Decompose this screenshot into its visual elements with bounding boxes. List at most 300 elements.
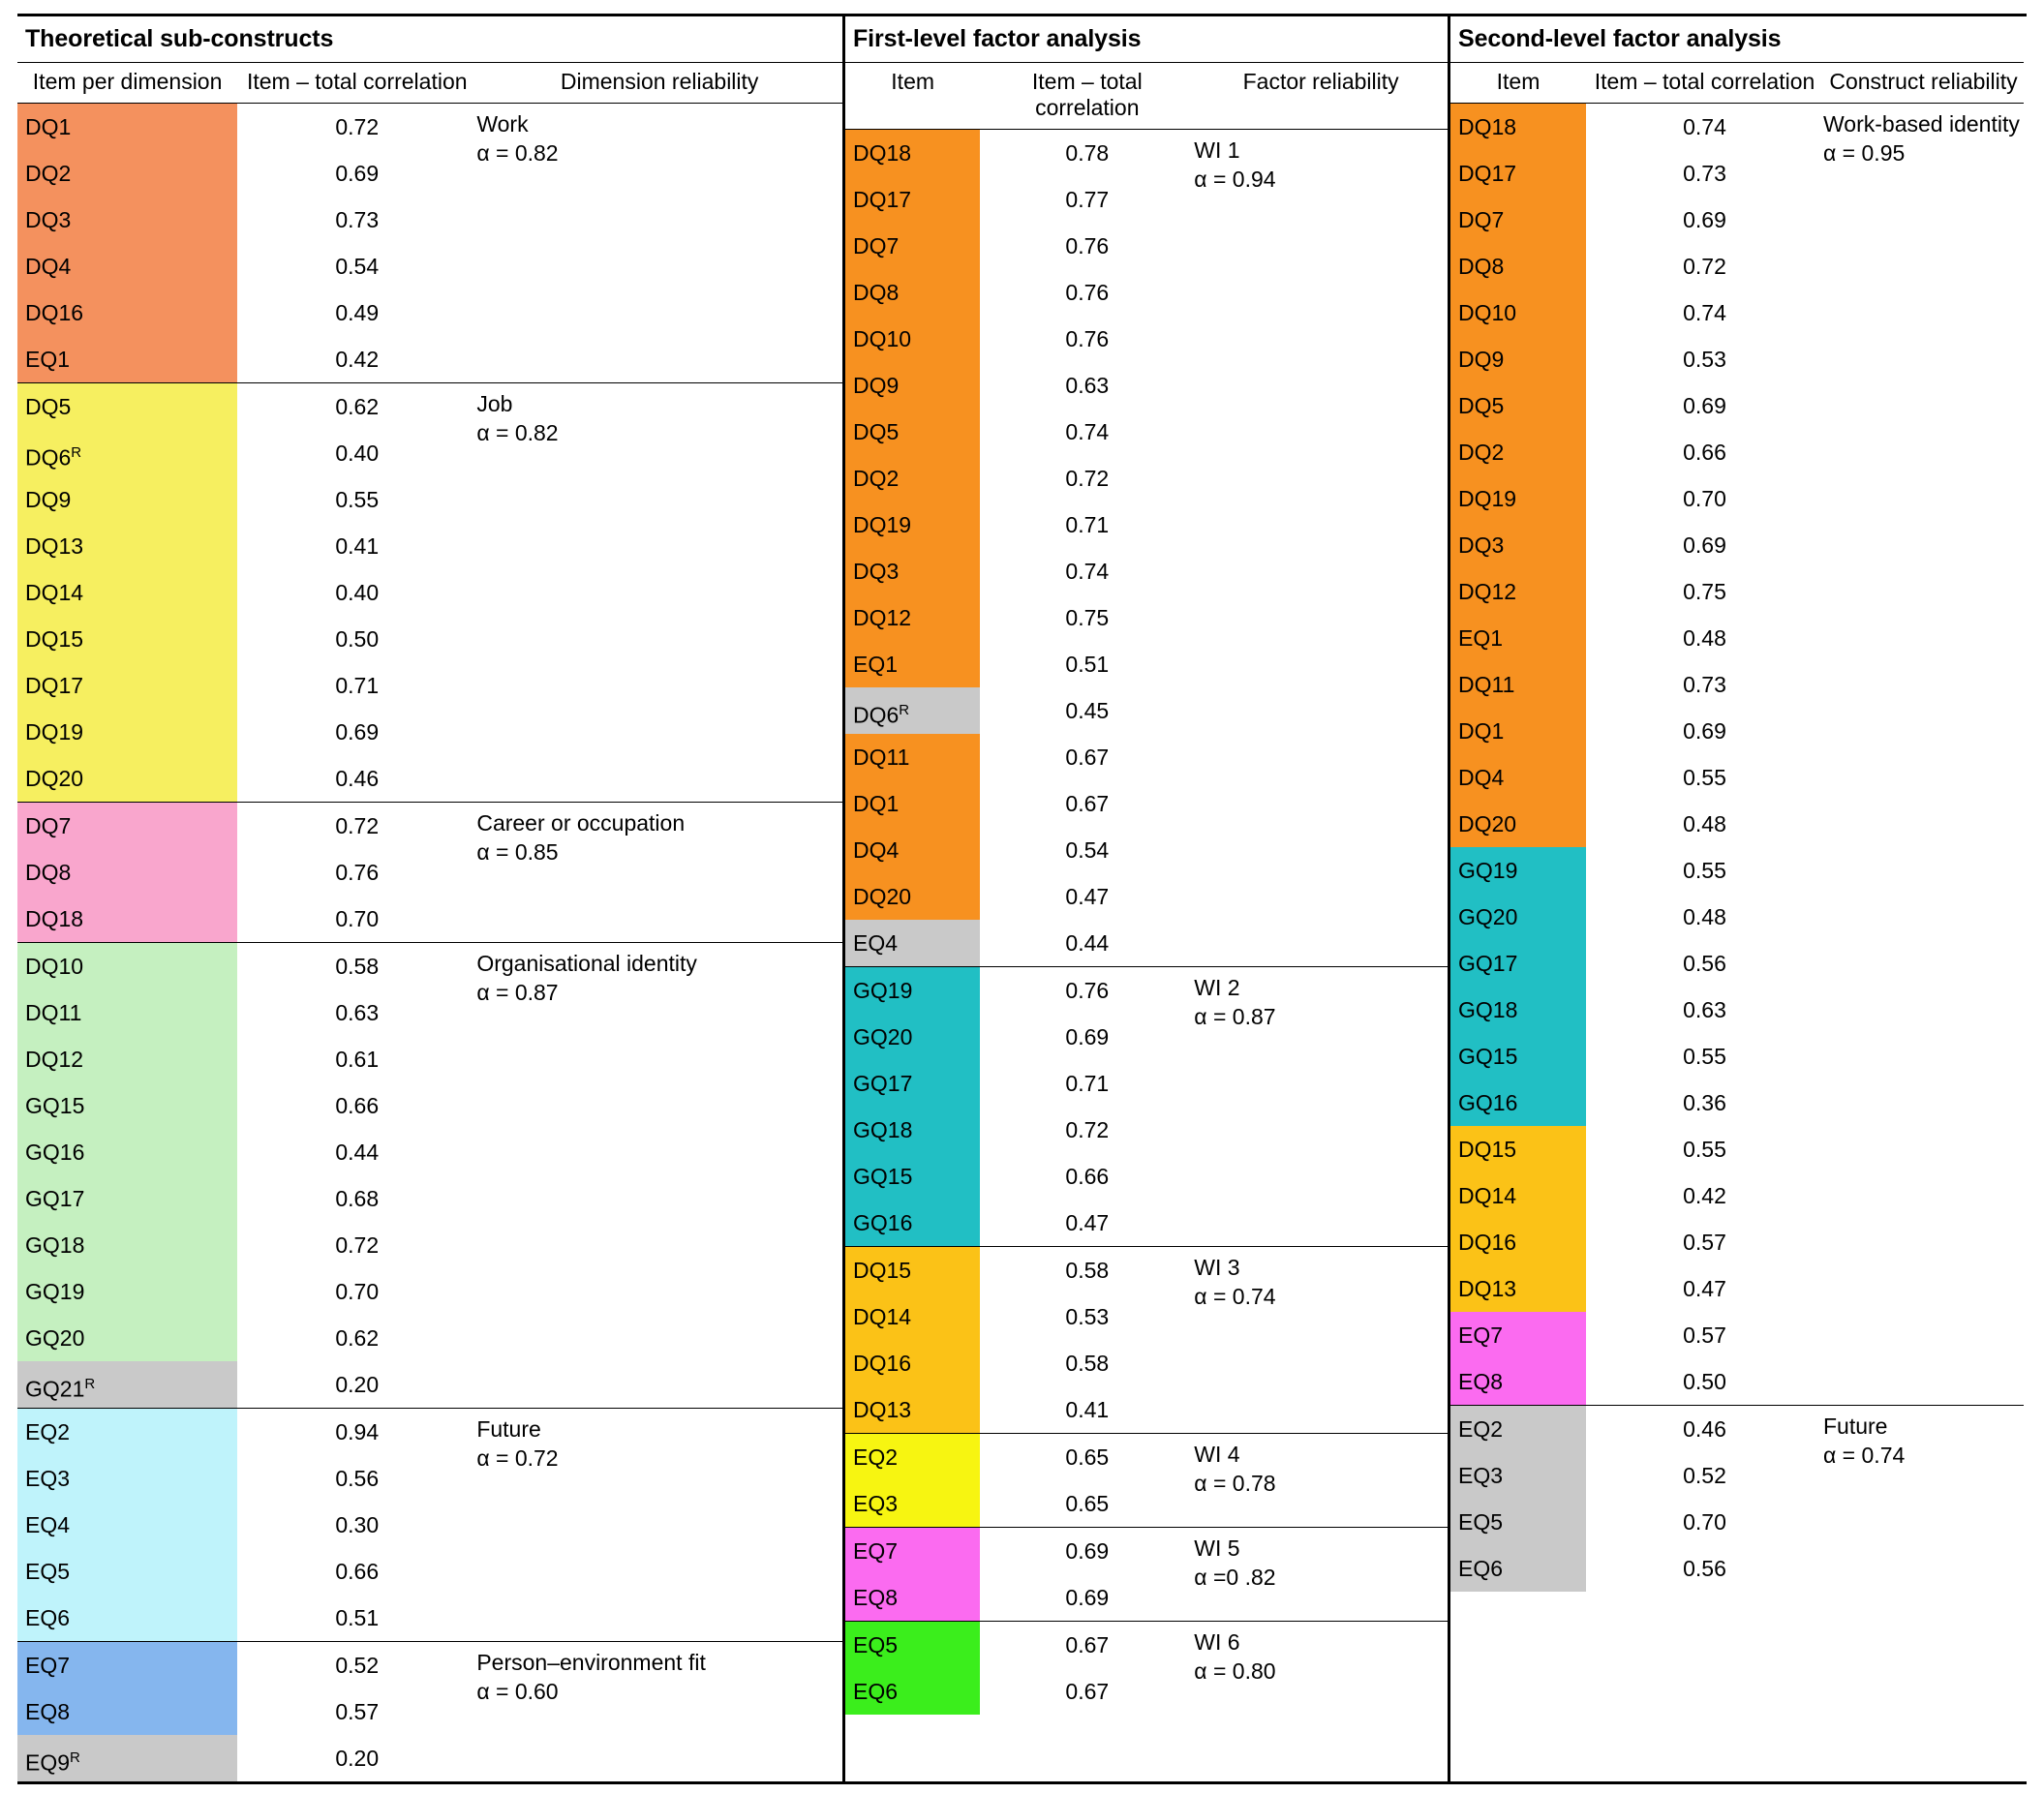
correlation-cell: 0.52 — [335, 1653, 380, 1679]
correlation-cell: 0.55 — [335, 487, 380, 513]
item-cell: GQ17 — [17, 1175, 237, 1222]
panel-rows — [17, 104, 842, 1781]
correlation-cell: 0.55 — [1683, 765, 1726, 791]
item-cell: DQ3 — [1450, 522, 1586, 568]
row-group — [17, 1642, 842, 1781]
correlation-cell: 0.58 — [1065, 1351, 1110, 1377]
correlation-cell: 0.76 — [1065, 280, 1110, 306]
correlation-cell: 0.73 — [1683, 672, 1726, 698]
reliability-line: α = 0.94 — [1194, 166, 1276, 192]
group-items-column — [1450, 104, 1586, 1405]
correlation-cell: 0.76 — [1065, 233, 1110, 259]
reliability-line: α =0 .82 — [1194, 1564, 1276, 1590]
group-reliability — [1194, 1528, 1448, 1621]
group-reliability — [1194, 967, 1448, 1246]
group-items-column — [1450, 1406, 1586, 1592]
correlation-cell: 0.76 — [1065, 326, 1110, 352]
item-cell: EQ5 — [17, 1548, 237, 1595]
correlation-cell: 0.67 — [1065, 1679, 1110, 1705]
reliability-line: Person–environment fit — [476, 1650, 706, 1676]
column-headers — [1450, 63, 2024, 104]
item-cell: DQ16 — [845, 1340, 980, 1386]
group-values-column — [980, 1247, 1194, 1433]
item-cell: DQ2 — [845, 455, 980, 502]
reliability-line: α = 0.74 — [1823, 1442, 1906, 1468]
item-cell: EQ6 — [1450, 1545, 1586, 1592]
item-cell: DQ19 — [17, 709, 237, 755]
item-cell: DQ14 — [1450, 1172, 1586, 1219]
item-cell: GQ19 — [1450, 847, 1586, 894]
correlation-cell: 0.55 — [1683, 858, 1726, 884]
item-cell: DQ2 — [17, 150, 237, 197]
group-items-column — [17, 943, 237, 1408]
item-cell: GQ16 — [17, 1129, 237, 1175]
correlation-cell: 0.41 — [335, 533, 380, 560]
reliability-line: Work-based identity — [1823, 111, 2020, 137]
correlation-cell: 0.54 — [335, 254, 380, 280]
reliability-line: α = 0.78 — [1194, 1470, 1276, 1496]
panel-title: Theoretical sub-constructs — [17, 16, 842, 63]
row-group — [17, 104, 842, 383]
reliability-line: α = 0.82 — [476, 419, 559, 445]
item-cell: GQ15 — [845, 1153, 980, 1200]
correlation-cell: 0.72 — [1065, 466, 1110, 492]
row-group — [17, 943, 842, 1409]
item-cell: DQ9 — [845, 362, 980, 409]
item-cell: DQ18 — [845, 130, 980, 176]
correlation-cell: 0.41 — [1065, 1397, 1110, 1423]
table-outer — [17, 14, 2027, 1784]
item-cell: DQ5 — [845, 409, 980, 455]
correlation-cell: 0.76 — [335, 860, 380, 886]
correlation-cell: 0.54 — [1065, 837, 1110, 864]
correlation-cell: 0.67 — [1065, 745, 1110, 771]
item-cell: GQ20 — [845, 1014, 980, 1060]
group-items-column — [17, 803, 237, 942]
correlation-cell: 0.69 — [1065, 1024, 1110, 1050]
panel-rows — [1450, 104, 2024, 1592]
group-values-column — [237, 803, 476, 942]
correlation-cell: 0.55 — [1683, 1137, 1726, 1163]
correlation-cell: 0.47 — [1065, 1210, 1110, 1236]
column-header-item: Item — [891, 69, 935, 94]
correlation-cell: 0.69 — [335, 719, 380, 745]
group-values-column — [980, 1622, 1194, 1715]
panel-theoretical-sub-constructs — [17, 16, 845, 1781]
reliability-line: α = 0.87 — [1194, 1003, 1276, 1029]
correlation-cell: 0.51 — [1065, 652, 1110, 678]
item-cell: $GQ21^R$ — [17, 1361, 237, 1408]
item-cell: DQ20 — [1450, 801, 1586, 847]
reliability-line: α = 0.60 — [476, 1678, 559, 1704]
item-cell: EQ1 — [1450, 615, 1586, 661]
reliability-line: Future — [1823, 1414, 1888, 1440]
correlation-cell: 0.69 — [335, 161, 380, 187]
item-cell: GQ15 — [17, 1082, 237, 1129]
item-cell: DQ19 — [1450, 475, 1586, 522]
item-cell: DQ2 — [1450, 429, 1586, 475]
group-reliability — [1194, 1434, 1448, 1527]
item-cell: DQ20 — [845, 873, 980, 920]
row-group — [845, 130, 1448, 967]
item-cell: EQ1 — [17, 336, 237, 382]
correlation-cell: 0.40 — [335, 441, 380, 467]
column-header-item: Item — [1496, 69, 1541, 94]
correlation-cell: 0.72 — [335, 813, 380, 839]
group-values-column — [237, 104, 476, 382]
reliability-line: WI 3 — [1194, 1255, 1240, 1281]
correlation-cell: 0.40 — [335, 580, 380, 606]
reliability-line: Career or occupation — [476, 810, 686, 836]
item-cell: EQ2 — [1450, 1406, 1586, 1452]
reliability-line: α = 0.87 — [476, 979, 559, 1005]
item-cell: GQ20 — [17, 1315, 237, 1361]
correlation-cell: 0.75 — [1065, 605, 1110, 631]
correlation-cell: 0.70 — [1683, 1509, 1726, 1536]
correlation-cell: 0.75 — [1683, 579, 1726, 605]
item-cell: GQ18 — [17, 1222, 237, 1268]
reliability-line: WI 2 — [1194, 975, 1240, 1001]
row-group — [845, 1247, 1448, 1434]
item-cell: DQ4 — [1450, 754, 1586, 801]
group-values-column — [237, 943, 476, 1408]
correlation-cell: 0.69 — [1683, 393, 1726, 419]
group-reliability — [476, 104, 842, 382]
correlation-cell: 0.74 — [1683, 300, 1726, 326]
column-header-correlation: Item – total correlation — [1594, 69, 1815, 94]
group-items-column — [845, 1434, 980, 1527]
correlation-cell: 0.46 — [1683, 1416, 1726, 1443]
item-cell: DQ12 — [1450, 568, 1586, 615]
item-cell: DQ11 — [17, 989, 237, 1036]
correlation-cell: 0.70 — [335, 1279, 380, 1305]
reliability-line: Job — [476, 391, 513, 417]
correlation-cell: 0.50 — [335, 626, 380, 653]
reliability-line: WI 1 — [1194, 137, 1240, 164]
item-cell: EQ2 — [17, 1409, 237, 1455]
correlation-cell: 0.68 — [335, 1186, 380, 1212]
item-cell: GQ16 — [1450, 1079, 1586, 1126]
correlation-cell: 0.45 — [1065, 698, 1110, 724]
correlation-cell: 0.70 — [335, 906, 380, 932]
correlation-cell: 0.44 — [335, 1140, 380, 1166]
reverse-scored-marker: R — [84, 1376, 96, 1393]
column-header-correlation: Item – total correlation — [246, 69, 468, 94]
row-group — [845, 1622, 1448, 1715]
item-cell: EQ8 — [1450, 1358, 1586, 1405]
item-cell: DQ18 — [1450, 104, 1586, 150]
row-group — [845, 967, 1448, 1247]
group-values-column — [237, 1642, 476, 1781]
correlation-cell: 0.56 — [1683, 1556, 1726, 1582]
item-cell: DQ11 — [1450, 661, 1586, 708]
item-cell: DQ1 — [17, 104, 237, 150]
item-cell: DQ17 — [845, 176, 980, 223]
correlation-cell: 0.36 — [1683, 1090, 1726, 1116]
item-cell: DQ20 — [17, 755, 237, 802]
item-cell: $DQ6^R$ — [845, 687, 980, 734]
correlation-cell: 0.20 — [335, 1372, 380, 1398]
reverse-scored-marker: R — [71, 444, 82, 462]
panel-rows — [845, 130, 1448, 1715]
correlation-cell: 0.53 — [1065, 1304, 1110, 1330]
column-header-reliability: Construct reliability — [1829, 69, 2018, 94]
item-cell: EQ8 — [845, 1574, 980, 1621]
group-reliability — [1823, 104, 2024, 1405]
correlation-cell: 0.66 — [335, 1093, 380, 1119]
correlation-cell: 0.48 — [1683, 625, 1726, 652]
item-cell: EQ1 — [845, 641, 980, 687]
column-header-reliability: Dimension reliability — [560, 69, 759, 94]
item-cell: DQ5 — [1450, 382, 1586, 429]
item-cell: EQ4 — [17, 1502, 237, 1548]
group-values-column — [980, 1528, 1194, 1621]
correlation-cell: 0.71 — [1065, 512, 1110, 538]
reliability-line: WI 4 — [1194, 1442, 1240, 1468]
item-cell: GQ17 — [845, 1060, 980, 1107]
correlation-cell: 0.73 — [1683, 161, 1726, 187]
correlation-cell: 0.77 — [1065, 187, 1110, 213]
group-reliability — [1194, 130, 1448, 966]
item-cell: GQ17 — [1450, 940, 1586, 987]
correlation-cell: 0.72 — [335, 114, 380, 140]
correlation-cell: 0.69 — [1683, 207, 1726, 233]
panel-first-level-factor-analysis — [845, 16, 1450, 1781]
item-cell: EQ3 — [17, 1455, 237, 1502]
correlation-cell: 0.69 — [1683, 718, 1726, 745]
correlation-cell: 0.71 — [1065, 1071, 1110, 1097]
item-cell: DQ17 — [17, 662, 237, 709]
correlation-cell: 0.71 — [335, 673, 380, 699]
item-cell: DQ12 — [845, 594, 980, 641]
correlation-cell: 0.66 — [1683, 440, 1726, 466]
item-cell: DQ9 — [1450, 336, 1586, 382]
panel-second-level-factor-analysis — [1450, 16, 2024, 1781]
correlation-cell: 0.58 — [1065, 1258, 1110, 1284]
item-cell: EQ5 — [1450, 1499, 1586, 1545]
correlation-cell: 0.42 — [1683, 1183, 1726, 1209]
correlation-cell: 0.72 — [1065, 1117, 1110, 1143]
correlation-cell: 0.70 — [1683, 486, 1726, 512]
correlation-cell: 0.69 — [1065, 1538, 1110, 1565]
correlation-cell: 0.72 — [1683, 254, 1726, 280]
row-group — [17, 1409, 842, 1642]
group-reliability — [476, 943, 842, 1408]
item-cell: GQ19 — [845, 967, 980, 1014]
reliability-line: α = 0.72 — [476, 1444, 559, 1471]
correlation-cell: 0.56 — [335, 1466, 380, 1492]
correlation-cell: 0.30 — [335, 1512, 380, 1538]
correlation-cell: 0.73 — [335, 207, 380, 233]
item-cell: DQ17 — [1450, 150, 1586, 197]
correlation-cell: 0.48 — [1683, 904, 1726, 930]
correlation-cell: 0.76 — [1065, 978, 1110, 1004]
item-cell: DQ16 — [1450, 1219, 1586, 1265]
item-cell: DQ14 — [17, 569, 237, 616]
item-cell: DQ16 — [17, 289, 237, 336]
group-reliability — [1194, 1622, 1448, 1715]
group-items-column — [845, 1622, 980, 1715]
correlation-cell: 0.47 — [1065, 884, 1110, 910]
group-values-column — [1586, 1406, 1823, 1592]
reliability-line: WI 6 — [1194, 1629, 1240, 1656]
item-cell: DQ3 — [845, 548, 980, 594]
reliability-line: Work — [476, 111, 529, 137]
item-cell: DQ10 — [17, 943, 237, 989]
panel-title: First-level factor analysis — [845, 16, 1448, 63]
group-items-column — [845, 1528, 980, 1621]
correlation-cell: 0.65 — [1065, 1491, 1110, 1517]
reliability-line: Organisational identity — [476, 951, 697, 977]
group-items-column — [17, 383, 237, 802]
item-cell: DQ7 — [17, 803, 237, 849]
item-cell: DQ9 — [17, 476, 237, 523]
correlation-cell: 0.63 — [1065, 373, 1110, 399]
correlation-cell: 0.67 — [1065, 791, 1110, 817]
reliability-line: α = 0.95 — [1823, 139, 1906, 166]
row-group — [17, 383, 842, 803]
correlation-cell: 0.74 — [1683, 114, 1726, 140]
item-cell: EQ2 — [845, 1434, 980, 1480]
group-reliability — [476, 1642, 842, 1781]
item-cell: DQ13 — [17, 523, 237, 569]
item-cell: EQ8 — [17, 1688, 237, 1735]
item-cell: GQ15 — [1450, 1033, 1586, 1079]
column-header-item: Item per dimension — [32, 69, 223, 94]
correlation-cell: 0.62 — [335, 1325, 380, 1352]
row-group — [1450, 104, 2024, 1406]
group-values-column — [237, 383, 476, 802]
item-cell: DQ18 — [17, 896, 237, 942]
item-cell: DQ10 — [1450, 289, 1586, 336]
item-cell: DQ13 — [845, 1386, 980, 1433]
correlation-cell: 0.56 — [1683, 951, 1726, 977]
group-values-column — [980, 1434, 1194, 1527]
correlation-cell: 0.74 — [1065, 419, 1110, 445]
reliability-line: α = 0.80 — [1194, 1657, 1276, 1684]
reliability-line: WI 5 — [1194, 1536, 1240, 1562]
group-items-column — [845, 130, 980, 966]
item-cell: DQ15 — [845, 1247, 980, 1293]
item-cell: DQ4 — [17, 243, 237, 289]
item-cell: DQ14 — [845, 1293, 980, 1340]
column-header-reliability: Factor reliability — [1242, 69, 1399, 94]
group-items-column — [17, 104, 237, 382]
group-values-column — [1586, 104, 1823, 1405]
group-items-column — [17, 1642, 237, 1781]
correlation-cell: 0.58 — [335, 954, 380, 980]
item-cell: GQ20 — [1450, 894, 1586, 940]
group-values-column — [237, 1409, 476, 1641]
group-items-column — [845, 1247, 980, 1433]
group-values-column — [980, 130, 1194, 966]
correlation-cell: 0.66 — [335, 1559, 380, 1585]
correlation-cell: 0.72 — [335, 1232, 380, 1259]
correlation-cell: 0.61 — [335, 1047, 380, 1073]
correlation-cell: 0.50 — [1683, 1369, 1726, 1395]
item-cell: $EQ9^R$ — [17, 1735, 237, 1781]
correlation-cell: 0.44 — [1065, 930, 1110, 957]
group-items-column — [845, 967, 980, 1246]
correlation-cell: 0.63 — [335, 1000, 380, 1026]
group-reliability — [1823, 1406, 2024, 1592]
item-cell: DQ1 — [1450, 708, 1586, 754]
group-reliability — [476, 1409, 842, 1641]
correlation-cell: 0.48 — [1683, 811, 1726, 837]
group-values-column — [980, 967, 1194, 1246]
correlation-cell: 0.47 — [1683, 1276, 1726, 1302]
reverse-scored-marker: R — [70, 1749, 80, 1767]
row-group — [845, 1434, 1448, 1528]
correlation-cell: 0.78 — [1065, 140, 1110, 167]
item-cell: DQ3 — [17, 197, 237, 243]
reliability-line: α = 0.82 — [476, 139, 559, 166]
item-cell: DQ13 — [1450, 1265, 1586, 1312]
correlation-cell: 0.94 — [335, 1419, 380, 1445]
item-cell: GQ16 — [845, 1200, 980, 1246]
item-cell: DQ7 — [845, 223, 980, 269]
item-cell: $DQ6^R$ — [17, 430, 237, 476]
column-headers — [17, 63, 842, 104]
column-headers — [845, 63, 1448, 130]
item-cell: DQ11 — [845, 734, 980, 780]
group-reliability — [1194, 1247, 1448, 1433]
item-cell: EQ3 — [1450, 1452, 1586, 1499]
correlation-cell: 0.57 — [1683, 1323, 1726, 1349]
item-cell: EQ7 — [17, 1642, 237, 1688]
item-cell: GQ18 — [845, 1107, 980, 1153]
item-cell: EQ3 — [845, 1480, 980, 1527]
item-cell: DQ4 — [845, 827, 980, 873]
item-cell: DQ1 — [845, 780, 980, 827]
item-cell: DQ19 — [845, 502, 980, 548]
panel-title: Second-level factor analysis — [1450, 16, 2024, 63]
correlation-cell: 0.69 — [1683, 532, 1726, 559]
correlation-cell: 0.66 — [1065, 1164, 1110, 1190]
correlation-cell: 0.65 — [1065, 1444, 1110, 1471]
item-cell: EQ7 — [1450, 1312, 1586, 1358]
item-cell: EQ6 — [17, 1595, 237, 1641]
reliability-line: α = 0.74 — [1194, 1283, 1276, 1309]
correlation-cell: 0.52 — [1683, 1463, 1726, 1489]
item-cell: EQ5 — [845, 1622, 980, 1668]
correlation-cell: 0.51 — [335, 1605, 380, 1631]
item-cell: EQ4 — [845, 920, 980, 966]
item-cell: GQ18 — [1450, 987, 1586, 1033]
correlation-cell: 0.49 — [335, 300, 380, 326]
reliability-line: Future — [476, 1416, 541, 1443]
item-cell: DQ8 — [17, 849, 237, 896]
correlation-cell: 0.74 — [1065, 559, 1110, 585]
item-cell: DQ15 — [17, 616, 237, 662]
item-cell: DQ8 — [1450, 243, 1586, 289]
item-cell: DQ5 — [17, 383, 237, 430]
row-group — [1450, 1406, 2024, 1592]
correlation-cell: 0.62 — [335, 394, 380, 420]
correlation-cell: 0.42 — [335, 347, 380, 373]
item-cell: DQ8 — [845, 269, 980, 316]
correlation-cell: 0.53 — [1683, 347, 1726, 373]
item-cell: EQ6 — [845, 1668, 980, 1715]
item-cell: DQ10 — [845, 316, 980, 362]
row-group — [845, 1528, 1448, 1622]
correlation-cell: 0.63 — [1683, 997, 1726, 1023]
correlation-cell: 0.57 — [1683, 1230, 1726, 1256]
reverse-scored-marker: R — [899, 702, 910, 719]
correlation-cell: 0.69 — [1065, 1585, 1110, 1611]
reliability-line: α = 0.85 — [476, 838, 559, 865]
correlation-cell: 0.55 — [1683, 1044, 1726, 1070]
